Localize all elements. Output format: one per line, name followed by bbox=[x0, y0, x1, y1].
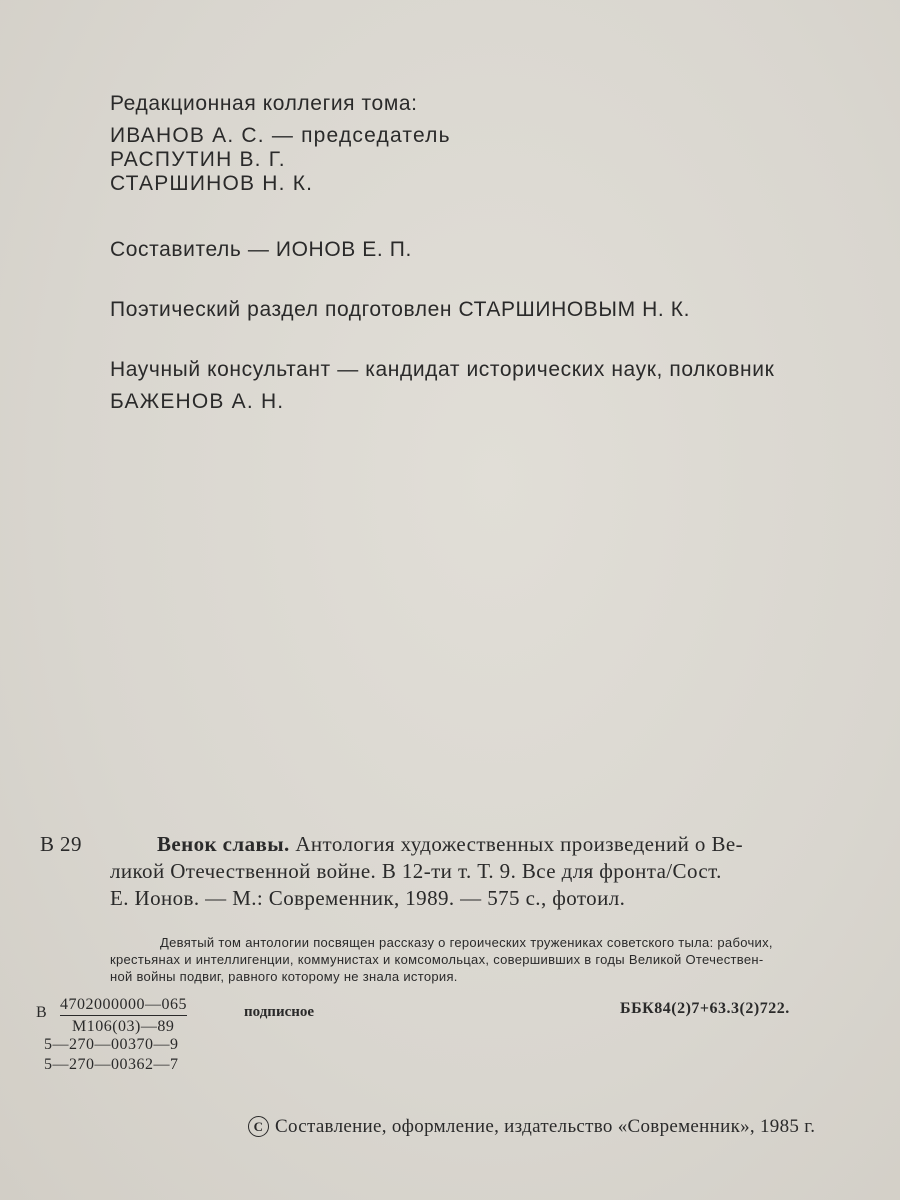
catalog-title: Венок славы. bbox=[157, 832, 290, 856]
annotation-line: Девятый том антологии посвящен рассказу о героических тружениках советского тыла: рабочих, bbox=[160, 935, 773, 950]
catalog-entry-line1 bbox=[157, 832, 743, 857]
code-numerator: 4702000000—065 bbox=[60, 996, 187, 1016]
consultant-name: БАЖЕНОВ А. Н. bbox=[110, 390, 285, 413]
subscription-note: подписное bbox=[244, 1004, 315, 1020]
poetry-section-line: Поэтический раздел подготовлен СТАРШИНОВЫМ Н. К. bbox=[110, 298, 691, 321]
isbn-code: 5—270—00362—7 bbox=[44, 1056, 179, 1073]
editorial-heading: Редакционная коллегия тома: bbox=[110, 92, 418, 115]
compiler-line: Составитель — ИОНОВ Е. П. bbox=[110, 238, 412, 261]
catalog-line1-rest: Антология художественных произведений о Ве- bbox=[295, 832, 744, 856]
bbk-code: ББК84(2)7+63.3(2)722. bbox=[620, 1000, 790, 1017]
consultant-line: Научный консультант — кандидат исторических наук, полковник bbox=[110, 358, 775, 381]
editorial-member: СТАРШИНОВ Н. К. bbox=[110, 172, 314, 195]
code-letter: В bbox=[36, 1004, 47, 1021]
annotation-line: крестьянах и интеллигенции, коммунистах и комсомольцах, совершивших в годы Великой Отечествен- bbox=[110, 952, 764, 967]
editorial-member: РАСПУТИН В. Г. bbox=[110, 148, 286, 171]
copyright-text: Составление, оформление, издательство «Современник», 1985 г. bbox=[275, 1116, 816, 1137]
annotation-line: ной войны подвиг, равного которому не знала история. bbox=[110, 969, 458, 984]
catalog-entry-line3: Е. Ионов. — М.: Современник, 1989. — 575 с., фотоил. bbox=[110, 886, 626, 910]
code-denominator: М106(03)—89 bbox=[72, 1018, 175, 1035]
catalog-entry-line2: ликой Отечественной войне. В 12-ти т. Т. 9. Все для фронта/Сост. bbox=[110, 859, 722, 883]
copyright-line bbox=[248, 1116, 815, 1138]
isbn-code: 5—270—00370—9 bbox=[44, 1036, 179, 1053]
editorial-member: ИВАНОВ А. С. — председатель bbox=[110, 124, 451, 147]
copyright-symbol: С bbox=[248, 1116, 269, 1137]
catalog-index: В 29 bbox=[40, 832, 82, 856]
